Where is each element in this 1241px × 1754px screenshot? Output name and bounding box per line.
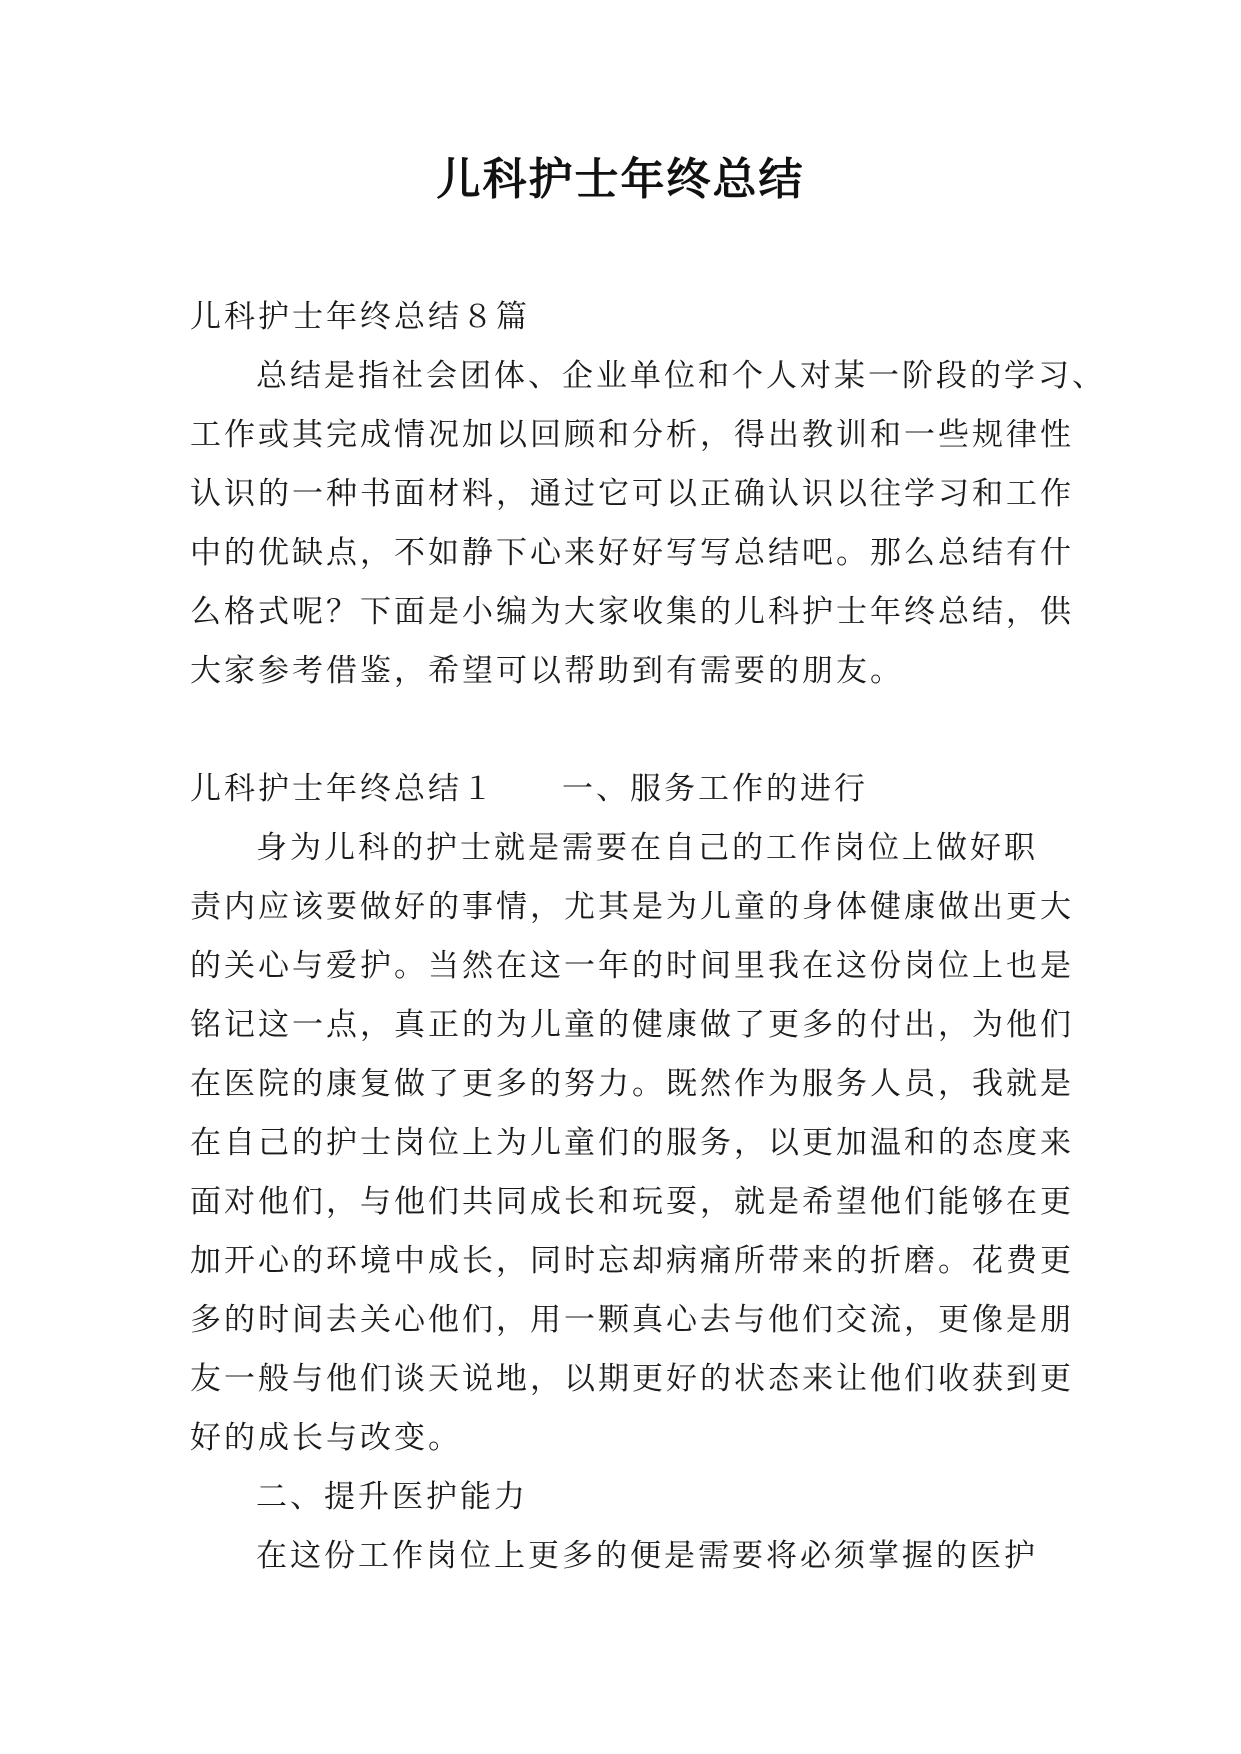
section1-line: 多的时间去关心他们，用一颗真心去与他们交流，更像是朋: [190, 1302, 1074, 1338]
intro-line: 中的优缺点，不如静下心来好好写写总结吧。那么总结有什: [190, 535, 1074, 571]
document-body: [190, 288, 1106, 1586]
paragraph-gap: [190, 701, 1050, 760]
intro-line: 认识的一种书面材料，通过它可以正确认识以往学习和工作: [190, 476, 1074, 512]
intro-line: 工作或其完成情况加以回顾和分析，得出教训和一些规律性: [190, 417, 1074, 453]
section2-line: 在这份工作岗位上更多的便是需要将必须掌握的医护: [256, 1538, 1038, 1574]
section1-line: 身为儿科的护士就是需要在自己的工作岗位上做好职: [256, 830, 1038, 866]
section1-line: 友一般与他们谈天说地，以期更好的状态来让他们收获到更: [190, 1361, 1074, 1397]
section1-label: 儿科护士年终总结１: [190, 771, 496, 807]
intro-line: 么格式呢？下面是小编为大家收集的儿科护士年终总结，供: [190, 594, 1074, 630]
section1-heading-line: [190, 760, 1050, 819]
intro-line: 总结是指社会团体、企业单位和个人对某一阶段的学习、: [256, 358, 1106, 394]
section1-line: 在医院的康复做了更多的努力。既然作为服务人员，我就是: [190, 1066, 1074, 1102]
section1-heading: 一、服务工作的进行: [562, 771, 868, 807]
section1-line: 好的成长与改变。: [190, 1420, 462, 1456]
section1-line: 的关心与爱护。当然在这一年的时间里我在这份岗位上也是: [190, 948, 1074, 984]
section1-line: 面对他们，与他们共同成长和玩耍，就是希望他们能够在更: [190, 1184, 1074, 1220]
section1-line: 在自己的护士岗位上为儿童们的服务，以更加温和的态度来: [190, 1125, 1074, 1161]
document-title: 儿科护士年终总结: [436, 154, 805, 205]
section1-line: 铭记这一点，真正的为儿童的健康做了更多的付出，为他们: [190, 1007, 1074, 1043]
section1-line: 责内应该要做好的事情，尤其是为儿童的身体健康做出更大: [190, 889, 1074, 925]
section2-heading: 二、提升医护能力: [256, 1479, 528, 1515]
document-subtitle: 儿科护士年终总结８篇: [190, 299, 530, 335]
section1-line: 加开心的环境中成长，同时忘却病痛所带来的折磨。花费更: [190, 1243, 1074, 1279]
intro-line: 大家参考借鉴，希望可以帮助到有需要的朋友。: [190, 653, 904, 689]
